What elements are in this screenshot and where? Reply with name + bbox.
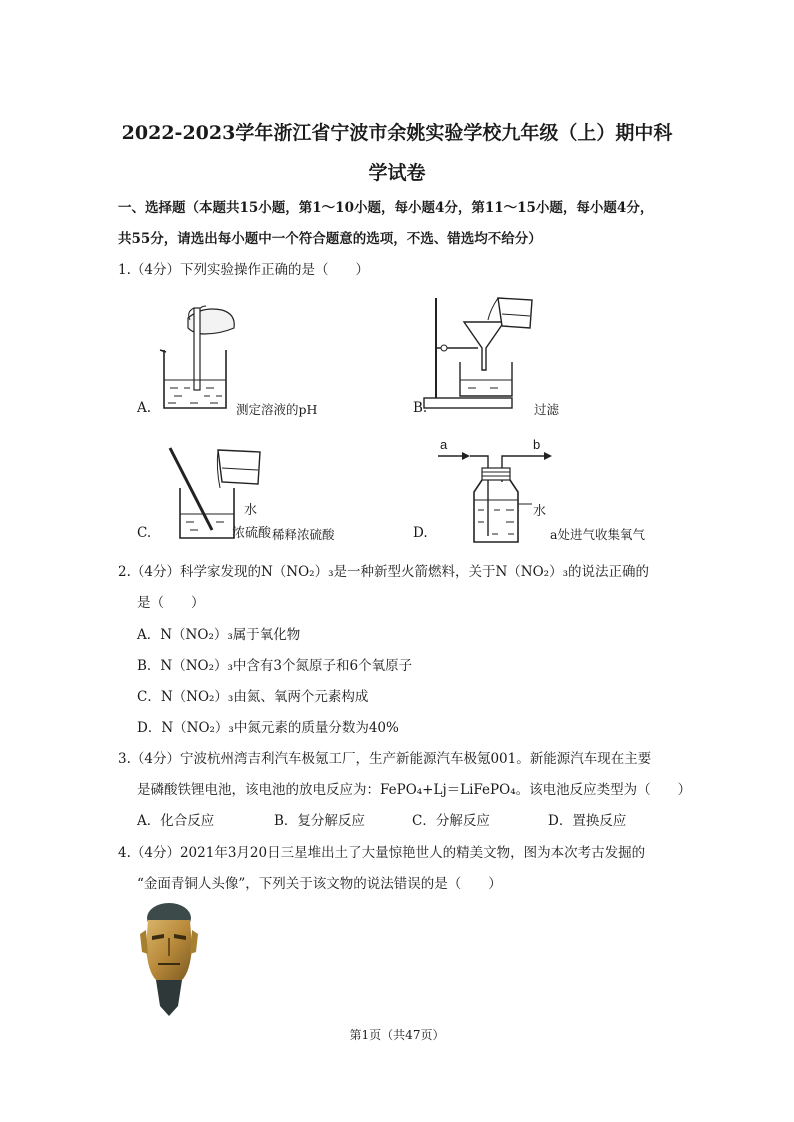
section-heading-line2: 共55分，请选出每小题中一个符合题意的选项，不选、错选均不给分） — [118, 231, 542, 247]
q1-option-c-caption: 稀释浓硫酸 — [272, 527, 335, 542]
q2-option-a: A．N（NO₂）₃属于氧化物 — [137, 627, 301, 643]
q3-option-d: D．置换反应 — [548, 813, 627, 829]
figure-d-gas-bottle — [436, 438, 556, 548]
q2-option-c: C．N（NO₂）₃由氮、氧两个元素构成 — [137, 689, 369, 705]
q1-option-a-caption: 测定溶液的pH — [236, 402, 318, 417]
question-2-stem-line2: 是（ ） — [137, 595, 205, 611]
q3-option-b: B．复分解反应 — [274, 813, 365, 829]
question-1-stem: 1.（4分）下列实验操作正确的是（ ） — [118, 262, 369, 278]
page-footer: 第1页（共47页） — [349, 1028, 445, 1042]
figure-c-label-water: 水 — [244, 502, 258, 517]
page-title-line1: 2022-2023学年浙江省宁波市余姚实验学校九年级（上）期中科 — [121, 122, 673, 144]
figure-d-label-a: a — [440, 437, 448, 452]
figure-c-label-acid: 浓硫酸 — [232, 525, 272, 540]
question-2-stem-line1: 2.（4分）科学家发现的N（NO₂）₃是一种新型火箭燃料，关于N（NO₂）₃的说法正确的 — [118, 564, 650, 580]
q3-option-a: A．化合反应 — [137, 813, 215, 829]
q1-option-b-letter: B. — [413, 400, 428, 416]
figure-d-label-b: b — [533, 437, 541, 452]
q2-option-d: D．N（NO₂）₃中氮元素的质量分数为40% — [137, 720, 399, 736]
q3-option-c: C．分解反应 — [412, 813, 490, 829]
page-title-line2: 学试卷 — [368, 162, 426, 184]
q1-option-a-letter: A. — [137, 400, 152, 416]
question-3-stem-line1: 3.（4分）宁波杭州湾吉利汽车极氪工厂，生产新能源汽车极氪001。新能源汽车现在主要 — [118, 751, 652, 767]
q1-option-d-caption: a处进气收集氧气 — [550, 527, 645, 542]
figure-a-ph-test — [150, 300, 250, 412]
q1-option-b-caption: 过滤 — [534, 402, 560, 417]
figure-d-label-water: 水 — [533, 503, 547, 518]
q1-option-c-letter: C. — [137, 525, 152, 541]
bronze-head-photo — [138, 900, 200, 1018]
question-3-stem-line2: 是磷酸铁锂电池，该电池的放电反应为：FePO₄+Lj＝LiFePO₄。该电池反应类型为（ ） — [137, 782, 692, 798]
question-4-stem-line1: 4.（4分）2021年3月20日三星堆出土了大量惊艳世人的精美文物，图为本次考古发掘的 — [118, 845, 646, 861]
section-heading-line1: 一、选择题（本题共15小题，第1～10小题，每小题4分，第11～15小题，每小题4分， — [118, 200, 654, 216]
figure-b-filtration — [420, 296, 540, 414]
q2-option-b: B．N（NO₂）₃中含有3个氮原子和6个氧原子 — [137, 658, 413, 674]
question-4-stem-line2: “金面青铜人头像”，下列关于该文物的说法错误的是（ ） — [137, 876, 502, 892]
q1-option-d-letter: D. — [413, 525, 428, 541]
